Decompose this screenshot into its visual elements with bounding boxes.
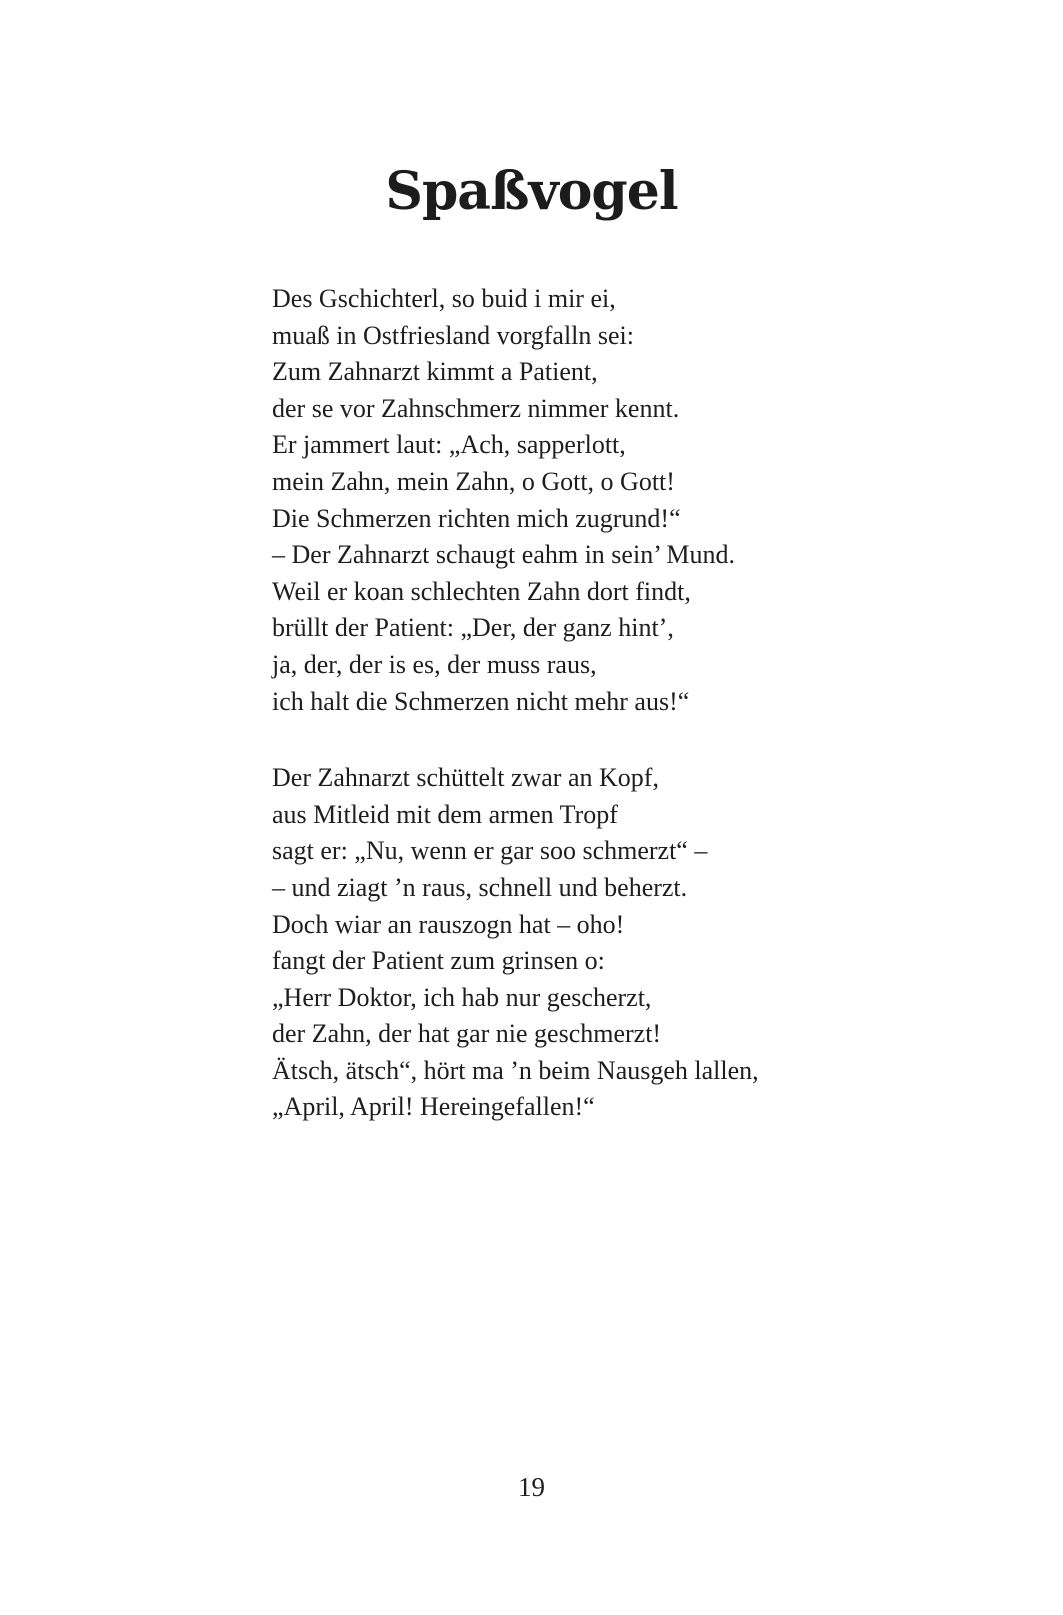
poem — [272, 281, 912, 1126]
poem-line: Des Gschichterl, so buid i mir ei, — [272, 284, 616, 313]
poem-line: – Der Zahnarzt schaugt eahm in sein’ Mund. — [272, 540, 736, 570]
poem-line: Zum Zahnarzt kimmt a Patient, — [272, 357, 598, 387]
poem-line: ja, der, der is es, der muss raus, — [272, 649, 597, 679]
poem-line: muaß in Ostfriesland vorgfalln sei: — [272, 320, 635, 350]
poem-line: „April, April! Hereingefallen!“ — [272, 1092, 595, 1122]
poem-line: fangt der Patient zum grinsen o: — [272, 946, 605, 976]
poem-line: Er jammert laut: „Ach, sapperlott, — [272, 430, 626, 460]
poem-line: sagt er: „Nu, wenn er gar soo schmerzt“ – — [272, 836, 708, 866]
poem-line: der Zahn, der hat gar nie geschmerzt! — [272, 1019, 662, 1049]
poem-line: Die Schmerzen richten mich zugrund!“ — [272, 503, 681, 533]
poem-line: Doch wiar an rauszogn hat – oho! — [272, 909, 625, 939]
page-number: 19 — [518, 1472, 545, 1502]
poem-line: brüllt der Patient: „Der, der ganz hint’, — [272, 613, 674, 643]
poem-line: der se vor Zahnschmerz nimmer kennt. — [272, 393, 680, 423]
stanza-2 — [272, 760, 912, 1126]
poem-line: mein Zahn, mein Zahn, o Gott, o Gott! — [272, 466, 675, 496]
poem-line: Weil er koan schlechten Zahn dort findt, — [272, 576, 691, 606]
poem-line: – und ziagt ’n raus, schnell und beherzt. — [272, 872, 688, 902]
poem-line: „Herr Doktor, ich hab nur gescherzt, — [272, 982, 652, 1012]
poem-line: Ätsch, ätsch“, hört ma ’n beim Nausgeh lallen, — [272, 1055, 759, 1085]
poem-title: Spaßvogel — [385, 161, 678, 222]
poem-line: ich halt die Schmerzen nicht mehr aus!“ — [272, 686, 690, 716]
poem-line: aus Mitleid mit dem armen Tropf — [272, 799, 618, 829]
poem-line: Der Zahnarzt schüttelt zwar an Kopf, — [272, 763, 659, 793]
stanza-1 — [272, 281, 912, 720]
